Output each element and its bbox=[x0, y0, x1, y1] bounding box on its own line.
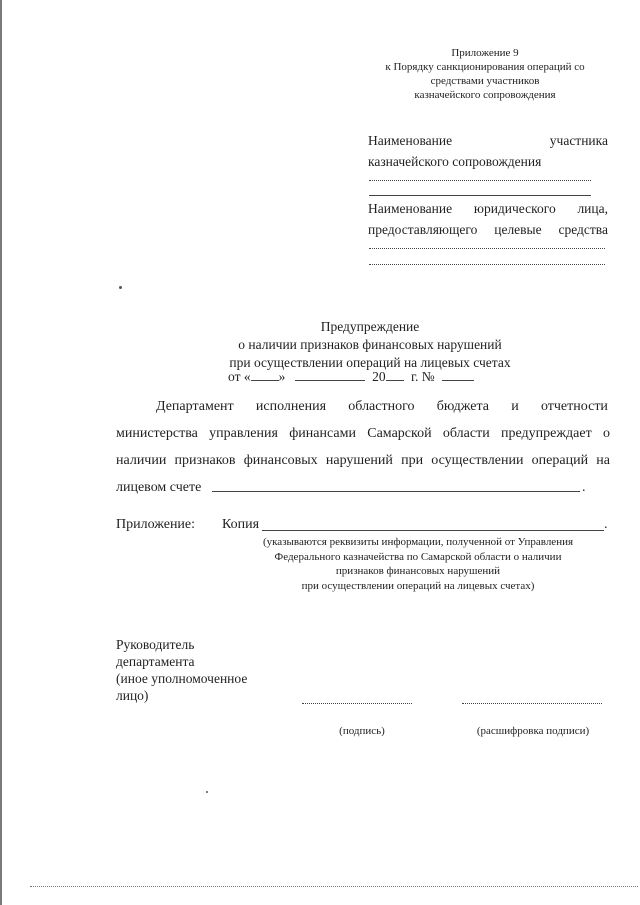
body-line-2: министерства управления финансами Самарской области предупреждает о bbox=[116, 426, 610, 441]
attachment-end: . bbox=[604, 517, 608, 532]
attachment-field[interactable] bbox=[262, 530, 604, 531]
scan-left-edge bbox=[0, 0, 2, 905]
body-word: исполнения bbox=[255, 399, 327, 414]
body-word: Департамент bbox=[156, 399, 234, 414]
legal-entity-field-1[interactable] bbox=[369, 248, 605, 249]
signatory-line-4: лицо) bbox=[116, 688, 149, 703]
number-label: г. № bbox=[410, 369, 435, 384]
signatory-line-1: Руководитель bbox=[116, 637, 195, 652]
participant-label-right: участника bbox=[549, 133, 608, 148]
warning-heading bbox=[180, 318, 560, 372]
warning-date-line bbox=[228, 369, 474, 385]
account-label: лицевом счете bbox=[116, 480, 202, 495]
appendix-line-1: Приложение 9 bbox=[451, 47, 519, 59]
attachment-note bbox=[220, 535, 616, 593]
scan-bottom-edge bbox=[30, 886, 638, 887]
body-line-1 bbox=[156, 396, 608, 418]
signatory-line-2: департамента bbox=[116, 654, 195, 669]
warning-subtitle-1: о наличии признаков финансовых нарушений bbox=[238, 337, 502, 352]
account-number-field[interactable] bbox=[212, 491, 580, 492]
date-quote-close: » bbox=[278, 369, 286, 384]
signature-caption: (подпись) bbox=[339, 725, 385, 737]
attachment-note-1: (указываются реквизиты информации, полученной от Управления bbox=[262, 536, 574, 548]
account-line-end: . bbox=[582, 480, 586, 495]
body-line-3: наличии признаков финансовых нарушений при осуществлении операций на bbox=[116, 453, 610, 468]
participant-label-line2: казначейского сопровождения bbox=[368, 154, 542, 169]
appendix-line-2: к Порядку санкционирования операций со bbox=[385, 61, 585, 73]
signature-field[interactable] bbox=[302, 703, 412, 704]
signature-decode-caption: (расшифровка подписи) bbox=[476, 725, 590, 737]
document-number-field[interactable] bbox=[442, 380, 474, 381]
body-line-4 bbox=[116, 477, 201, 499]
date-month-field[interactable] bbox=[295, 380, 365, 381]
attachment-copy-word: Копия bbox=[222, 517, 260, 532]
attachment-label: Приложение: bbox=[116, 517, 196, 532]
legal-entity-line-2: предоставляющего целевые средства bbox=[368, 222, 608, 237]
date-day-field[interactable] bbox=[251, 380, 279, 381]
signatory-line-3: (иное уполномоченное bbox=[116, 671, 248, 686]
date-prefix: от « bbox=[228, 369, 251, 384]
appendix-line-3: средствами участников bbox=[430, 75, 540, 87]
participant-name-field-1[interactable] bbox=[369, 180, 591, 181]
attachment-note-4: при осуществлении операций на лицевых счетах) bbox=[301, 579, 535, 592]
legal-entity-field-2[interactable] bbox=[369, 264, 605, 265]
appendix-line-4: казначейского сопровождения bbox=[414, 89, 556, 101]
legal-entity-line-1: Наименование юридического лица, bbox=[368, 201, 608, 216]
body-word: отчетности bbox=[540, 399, 608, 414]
signature-decode-field[interactable] bbox=[462, 703, 602, 704]
scan-speck bbox=[119, 286, 122, 289]
scan-speck bbox=[206, 791, 208, 793]
signatory-title bbox=[116, 636, 247, 704]
participant-label-left: Наименование bbox=[368, 133, 453, 148]
warning-subtitle-2: при осуществлении операций на лицевых счетах bbox=[229, 355, 511, 370]
warning-title: Предупреждение bbox=[320, 319, 420, 334]
attachment-note-3: признаков финансовых нарушений bbox=[335, 565, 501, 577]
participant-name-block bbox=[368, 130, 608, 172]
appendix-header bbox=[360, 46, 610, 102]
body-word: бюджета bbox=[436, 399, 489, 414]
attachment-note-2: Федерального казначейства по Самарской области о наличии bbox=[274, 550, 562, 563]
legal-entity-block bbox=[368, 198, 608, 240]
body-word: областного bbox=[348, 399, 415, 414]
year-prefix: 20 bbox=[372, 369, 386, 384]
body-word: и bbox=[511, 399, 519, 414]
date-year-field[interactable] bbox=[386, 380, 404, 381]
participant-name-field-2[interactable] bbox=[369, 195, 591, 196]
